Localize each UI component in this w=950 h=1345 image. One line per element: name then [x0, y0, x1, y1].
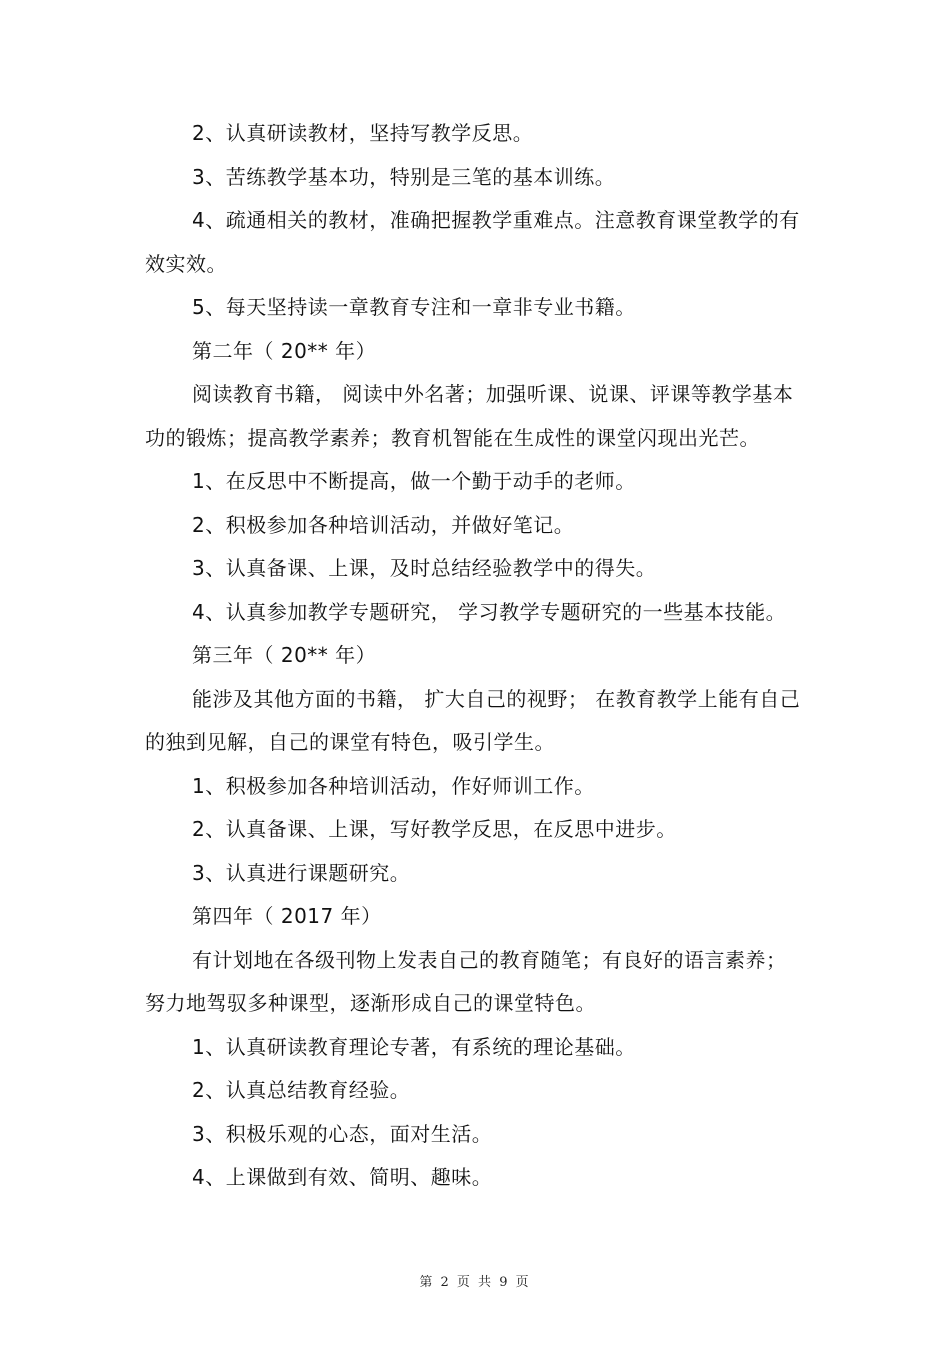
paragraph: 4、上课做到有效、简明、趣味。	[192, 1165, 493, 1189]
paragraph: 4、疏通相关的教材，准确把握教学重难点。注意教育课堂教学的有效实效。	[145, 208, 800, 276]
paragraph: 2、认真研读教材，坚持写教学反思。	[192, 121, 534, 145]
paragraph: 阅读教育书籍， 阅读中外名著；加强听课、说课、评课等教学基本功的锻炼；提高教学素养；教育机智能在生成性的课堂闪现出光芒。	[145, 382, 794, 450]
paragraph: 2、认真总结教育经验。	[192, 1078, 411, 1102]
paragraph: 有计划地在各级刊物上发表自己的教育随笔；有良好的语言素养；努力地驾驭多种课型，逐渐形成自己的课堂特色。	[145, 947, 787, 1015]
section-heading: 第三年（ 20** 年）	[192, 643, 377, 667]
document-body	[145, 112, 805, 1200]
paragraph: 3、认真进行课题研究。	[192, 860, 411, 885]
paragraph: 5、每天坚持读一章教育专注和一章非专业书籍。	[192, 295, 636, 319]
paragraph: 3、苦练教学基本功，特别是三笔的基本训练。	[192, 164, 616, 189]
paragraph: 1、在反思中不断提高，做一个勤于动手的老师。	[192, 469, 636, 493]
paragraph: 能涉及其他方面的书籍， 扩大自己的视野； 在教育教学上能有自己的独到见解，自己的课堂有特色，吸引学生。	[145, 686, 801, 754]
paragraph: 3、认真备课、上课，及时总结经验教学中的得失。	[192, 556, 657, 580]
paragraph: 1、认真研读教育理论专著，有系统的理论基础。	[192, 1034, 636, 1059]
paragraph: 1、积极参加各种培训活动，作好师训工作。	[192, 773, 595, 798]
paragraph: 2、认真备课、上课，写好教学反思，在反思中进步。	[192, 817, 677, 841]
page-number-footer: 第 2 页 共 9 页	[419, 1275, 531, 1290]
paragraph: 4、认真参加教学专题研究， 学习教学专题研究的一些基本技能。	[192, 599, 787, 624]
section-heading: 第二年（ 20** 年）	[192, 338, 377, 363]
paragraph: 3、积极乐观的心态，面对生活。	[192, 1121, 493, 1146]
section-heading: 第四年（ 2017 年）	[192, 904, 382, 928]
paragraph: 2、积极参加各种培训活动，并做好笔记。	[192, 512, 575, 537]
